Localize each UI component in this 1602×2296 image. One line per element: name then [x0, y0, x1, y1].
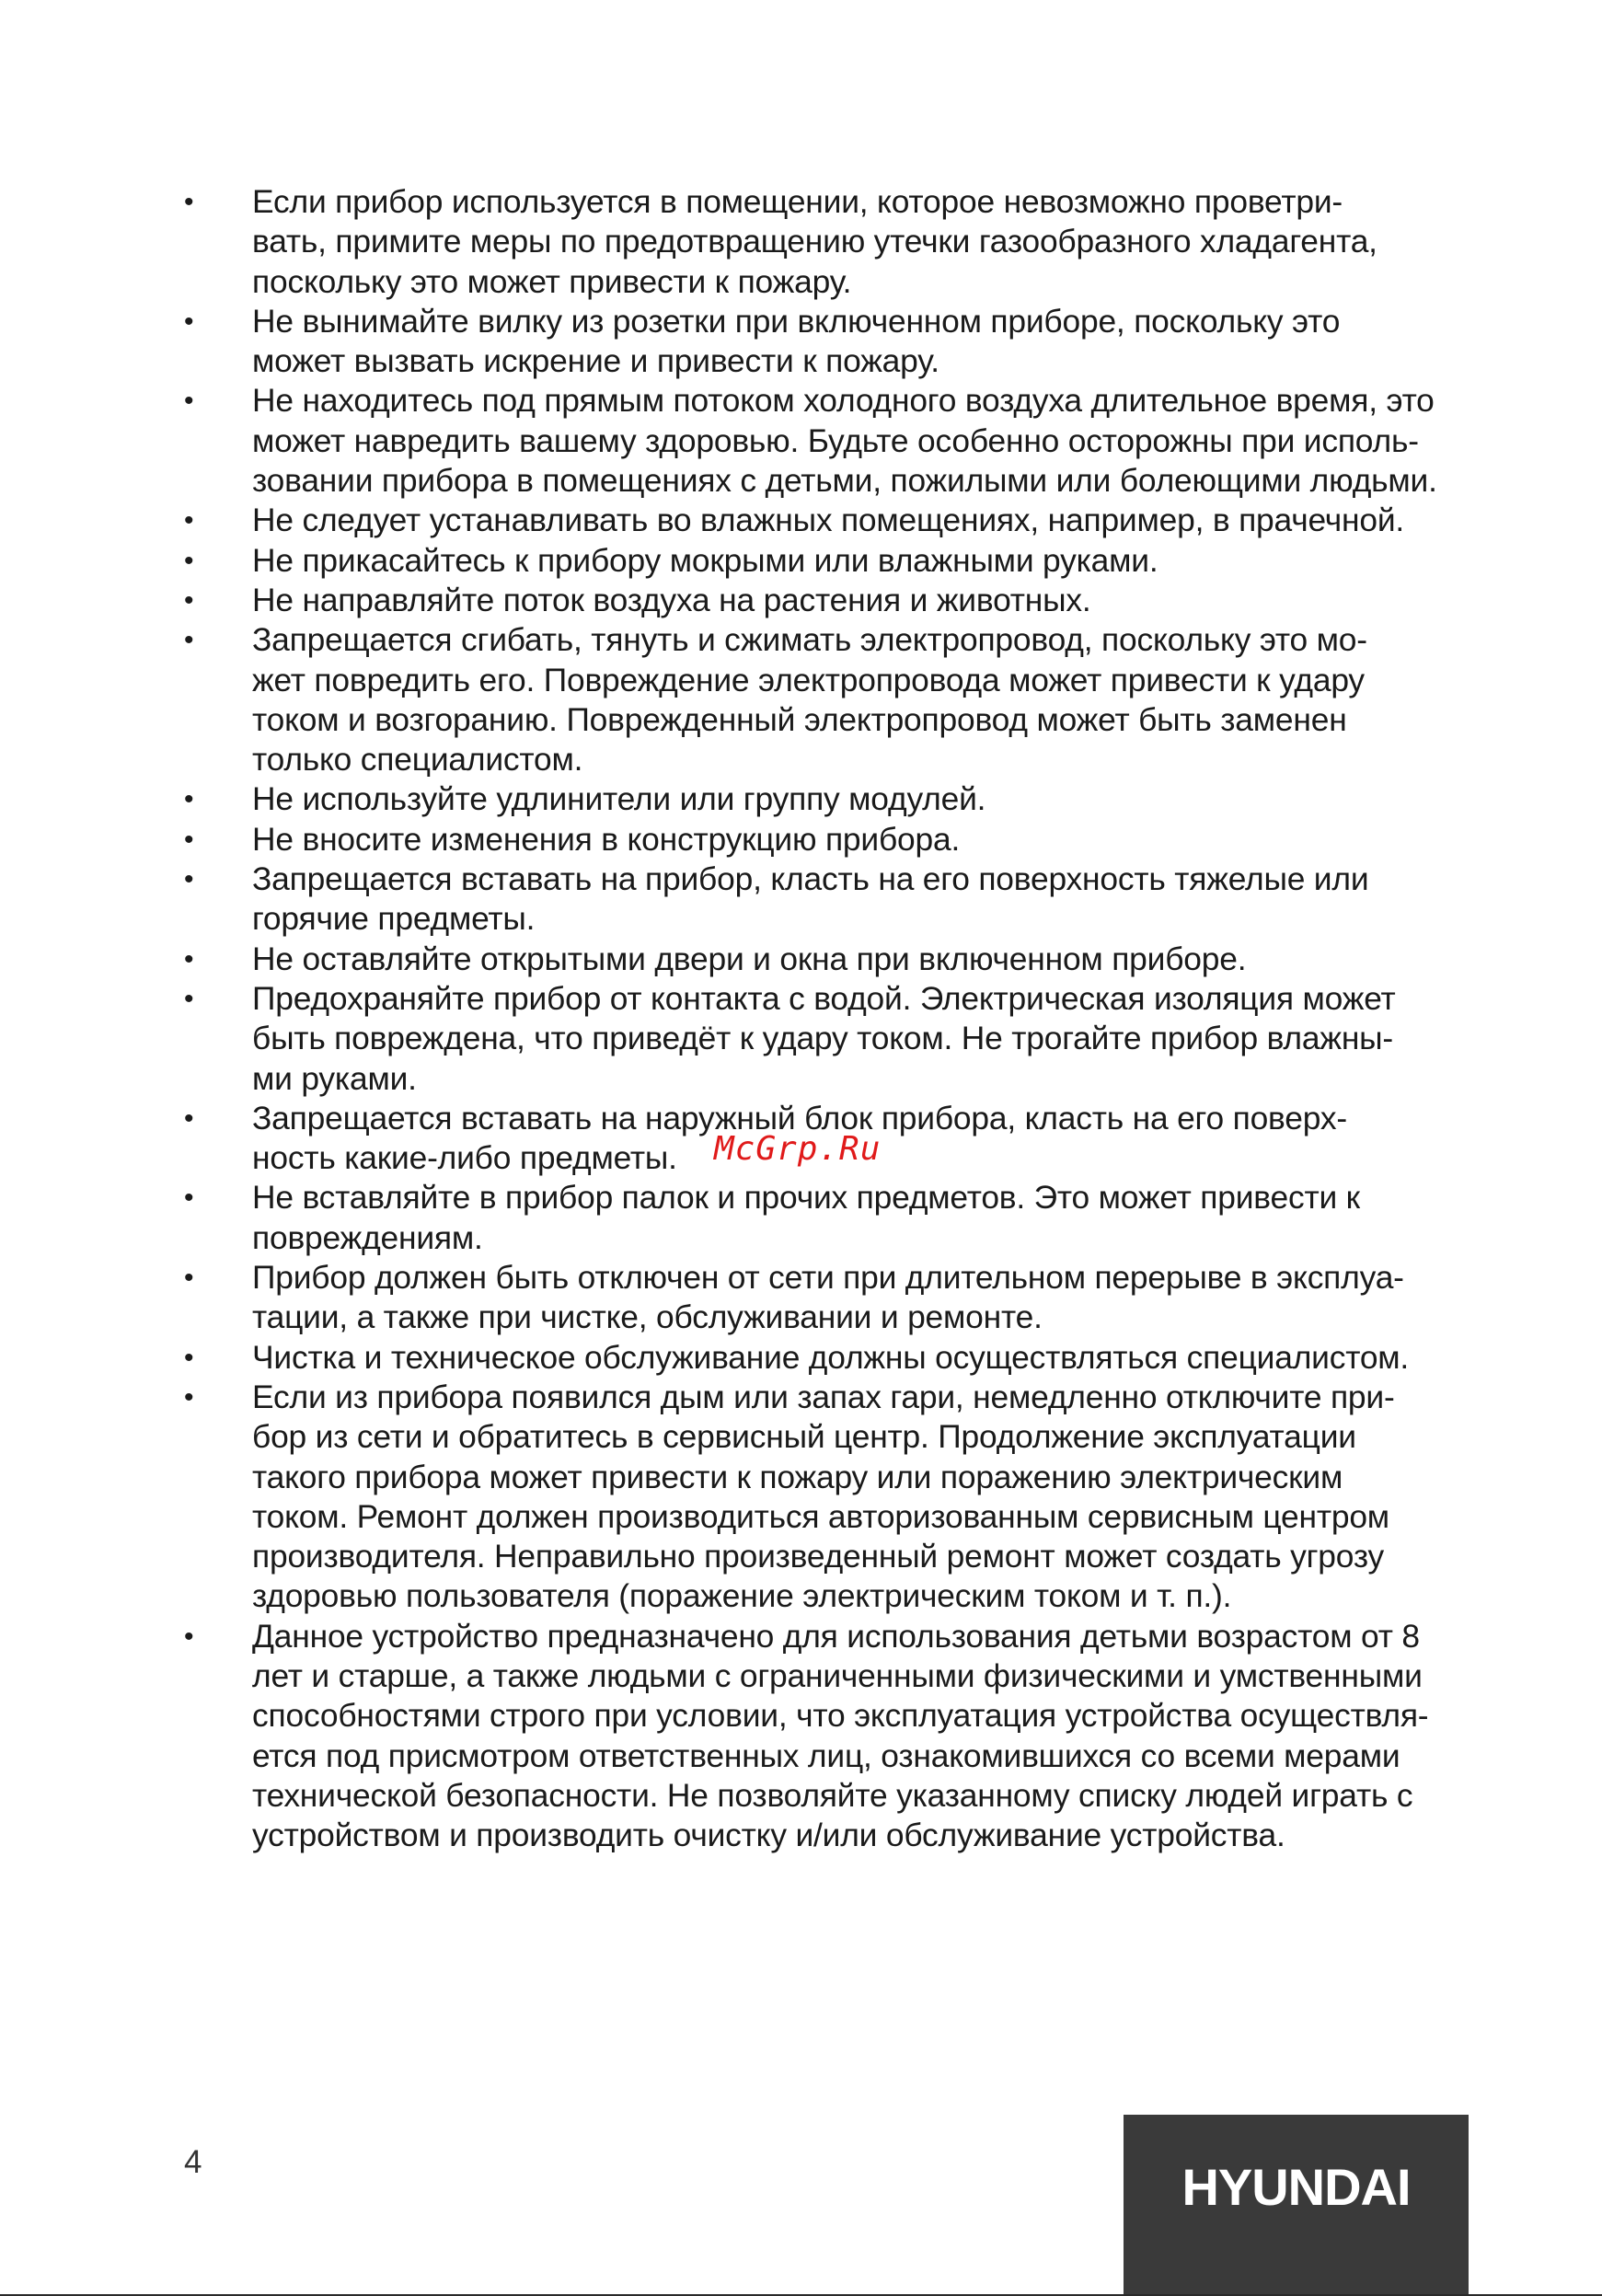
list-item-text: Прибор должен быть отключен от сети при длительном перерыве в эксплуа- тации, а также при чистке, обслуживании и ремонте.: [252, 1259, 1404, 1336]
list-item: [184, 979, 1491, 1099]
list-item-text: Не прикасайтесь к прибору мокрыми или влажными руками.: [252, 541, 1158, 579]
list-item: [184, 302, 1491, 382]
safety-instructions-list: [184, 182, 1491, 1855]
bullet-icon: •: [184, 983, 194, 1014]
brand-logo-block: [1124, 2115, 1469, 2296]
bullet-icon: •: [184, 824, 194, 855]
list-item: [184, 581, 1491, 620]
list-item: [184, 1258, 1491, 1338]
list-item-text: Чистка и техническое обслуживание должны осуществляться специалистом.: [252, 1338, 1410, 1376]
bullet-icon: •: [184, 864, 194, 895]
list-item-text: Не вставляйте в прибор палок и прочих предметов. Это может привести к повреждениям.: [252, 1179, 1360, 1256]
list-item-text: Запрещается вставать на прибор, класть на его поверхность тяжелые или горячие предметы.: [252, 860, 1369, 938]
list-item-text: Данное устройство предназначено для использования детьми возрастом от 8 лет и старше, а также людьми с ограниченными физическими и умственными способностями строго при условии, что эксплуатация устройства осуществля- ется под присмотром ответственных лиц, ознакомившихся со всеми мерами технической безопасности. Не позволяйте указанному списку людей играть с устройством и производить очистку и/или обслуживание устройства.: [252, 1617, 1429, 1854]
list-item: [184, 620, 1491, 779]
bullet-icon: •: [184, 1342, 194, 1373]
list-item-text: Не следует устанавливать во влажных помещениях, например, в прачечной.: [252, 502, 1405, 539]
list-item-text: Предохраняйте прибор от контакта с водой. Электрическая изоляция может быть повреждена, что приведёт к удару током. Не трогайте прибор влажны- ми руками.: [252, 979, 1396, 1097]
list-item: [184, 501, 1491, 540]
bullet-icon: •: [184, 1381, 194, 1413]
list-item-text: Не используйте удлинители или группу модулей.: [252, 780, 986, 818]
list-item-text: Запрещается сгибать, тянуть и сжимать электропровод, поскольку это мо- жет повредить его. Повреждение электропровода может привести к удару током и возгоранию. Поврежденный электропровод может быть заменен только специалистом.: [252, 621, 1367, 779]
list-item-text: Если из прибора появился дым или запах гари, немедленно отключите при- бор из сети и обратитесь в сервисный центр. Продолжение эксплуатации такого прибора может привести к пожару или поражению электрическим током. Ремонт должен производиться авторизованным сервисным центром производителя. Неправильно произведенный ремонт может создать угрозу здоровью пользователя (поражение электрическим током и т. п.).: [252, 1378, 1395, 1615]
bullet-icon: •: [184, 625, 194, 656]
list-item-text: Запрещается вставать на наружный блок прибора, класть на его поверх- ность какие-либо предметы.: [252, 1099, 1347, 1177]
watermark: McGrp.Ru: [714, 1130, 882, 1168]
list-item-text: Не вынимайте вилку из розетки при включенном приборе, поскольку это может вызвать искрение и привести к пожару.: [252, 302, 1341, 380]
hyundai-logo: HYUNDAI: [1181, 2158, 1411, 2216]
list-item-text: Не находитесь под прямым потоком холодного воздуха длительное время, это может навредить вашему здоровью. Будьте особенно осторожны при исполь- зовании прибора в помещениях с детьми, пожилыми или болеющими людьми.: [252, 382, 1437, 500]
bullet-icon: •: [184, 943, 194, 975]
list-item: [184, 779, 1491, 819]
list-item-text: Не направляйте поток воздуха на растения и животных.: [252, 581, 1091, 618]
list-item-text: Не оставляйте открытыми двери и окна при включенном приборе.: [252, 940, 1247, 977]
list-item-text: Не вносите изменения в конструкцию прибора.: [252, 820, 961, 858]
bullet-icon: •: [184, 784, 194, 815]
list-item: [184, 860, 1491, 940]
bullet-icon: •: [184, 505, 194, 537]
list-item-text: Если прибор используется в помещении, которое невозможно проветри- вать, примите меры по предотвращению утечки газообразного хладагента, поскольку это может привести к пожару.: [252, 183, 1377, 300]
bullet-icon: •: [184, 1263, 194, 1294]
list-item: [184, 541, 1491, 581]
bullet-icon: •: [184, 1621, 194, 1652]
list-item: [184, 381, 1491, 501]
bullet-icon: •: [184, 187, 194, 217]
list-item: [184, 1617, 1491, 1856]
bullet-icon: •: [184, 584, 194, 616]
list-item: [184, 820, 1491, 860]
list-item: [184, 940, 1491, 979]
bullet-icon: •: [184, 1183, 194, 1214]
bullet-icon: •: [184, 545, 194, 576]
list-item: [184, 1378, 1491, 1617]
list-item: [184, 1178, 1491, 1258]
list-item: [184, 182, 1491, 302]
page-number: 4: [184, 2144, 202, 2180]
bullet-icon: •: [184, 386, 194, 417]
bullet-icon: •: [184, 1102, 194, 1134]
bullet-icon: •: [184, 306, 194, 337]
list-item: [184, 1338, 1491, 1378]
